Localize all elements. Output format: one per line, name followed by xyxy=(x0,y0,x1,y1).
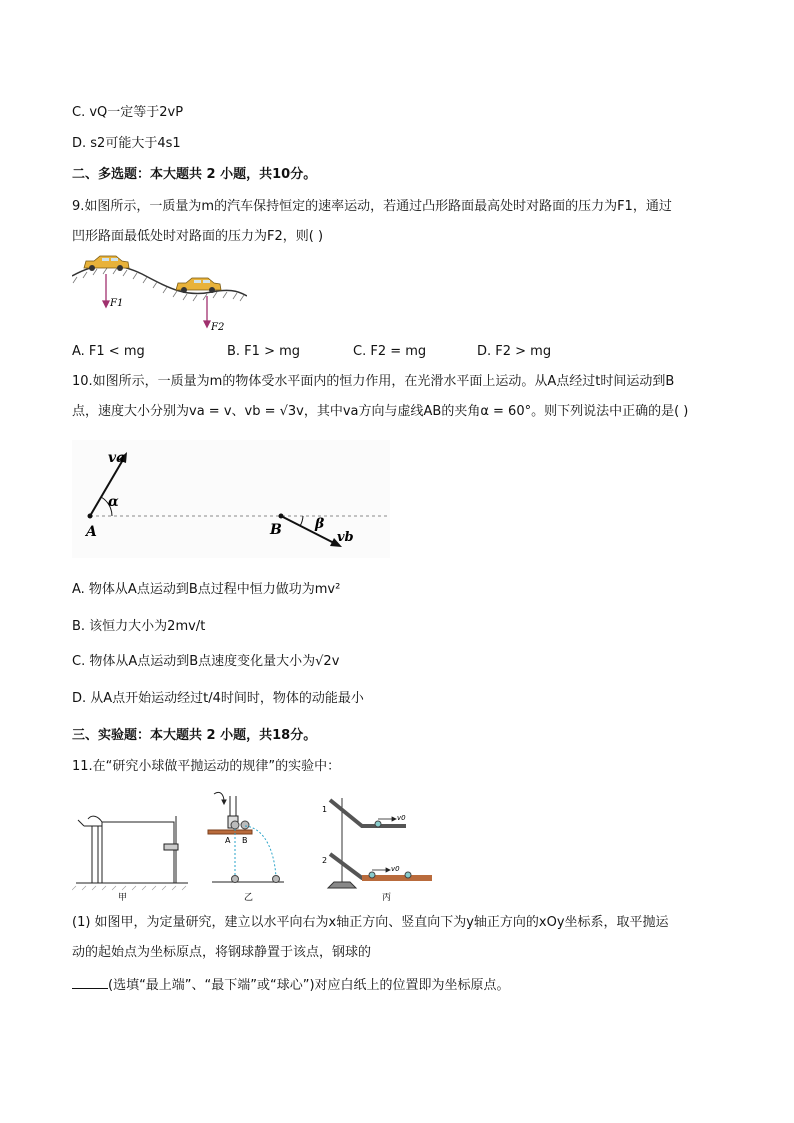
alpha-label: α xyxy=(108,494,119,510)
f1-label: F1 xyxy=(110,298,124,309)
apparatus-bing xyxy=(328,798,432,888)
q10-velocity-figure xyxy=(72,440,390,558)
q11-apparatus-figure xyxy=(72,786,436,904)
f2-label: F2 xyxy=(211,322,225,333)
q9-option-b: B. F1 > mg xyxy=(227,344,301,359)
label-v0-2: v0 xyxy=(391,865,400,873)
q9-road-figure xyxy=(72,252,247,334)
a-label: A xyxy=(86,524,97,540)
q9-option-a: A. F1 < mg xyxy=(72,344,145,359)
q9-option-d: D. F2 > mg xyxy=(477,344,552,359)
va-label: va xyxy=(108,450,126,466)
q10-option-b: B. 该恒力大小为2mv/t xyxy=(72,619,206,634)
q10-stem-line2: 点，速度大小分别为va = v、vb = √3v，其中va方向与虚线AB的夹角α = 60°。则下列说法中正确的是( ) xyxy=(72,404,689,419)
q11-stem: 11.在“研究小球做平抛运动的规律”的实验中： xyxy=(72,759,341,774)
q11-part1-line1: (1) 如图甲，为定量研究，建立以水平向右为x轴正方向、竖直向下为y轴正方向的xOy坐标系，取平抛运 xyxy=(72,915,669,930)
label-v0-1: v0 xyxy=(397,814,406,822)
q9-stem-line1: 9.如图所示，一质量为m的汽车保持恒定的速率运动，若通过凸形路面最高处时对路面的压力为F1，通过 xyxy=(72,199,672,214)
q10-option-a: A. 物体从A点运动到B点过程中恒力做功为mv² xyxy=(72,582,341,597)
car-in-dip xyxy=(176,278,221,293)
beta-label: β xyxy=(315,516,325,532)
label-yi-b: B xyxy=(242,836,248,845)
label-yi-a: A xyxy=(225,836,231,845)
label-yi: 乙 xyxy=(244,893,254,903)
answer-blank[interactable] xyxy=(72,976,108,989)
label-track-2: 2 xyxy=(322,856,328,865)
q11-part1-line3-wrap xyxy=(72,976,510,995)
label-track-1: 1 xyxy=(322,805,328,814)
q11-part1-line2: 动的起始点为坐标原点，将钢球静置于该点，钢球的 xyxy=(72,945,372,960)
q9-option-c: C. F2 = mg xyxy=(353,344,427,359)
q11-part1-line3: (选填“最上端”、“最下端”或“球心”)对应白纸上的位置即为坐标原点。 xyxy=(108,978,510,993)
label-bing: 丙 xyxy=(382,893,392,903)
section-3-header: 三、实验题：本大题共 2 小题，共18分。 xyxy=(72,728,317,743)
q8-option-c: C. vQ一定等于2vP xyxy=(72,105,184,120)
road-curve xyxy=(72,265,247,296)
label-jia: 甲 xyxy=(118,893,128,903)
q10-option-d: D. 从A点开始运动经过t/4时间时，物体的动能最小 xyxy=(72,691,364,706)
q8-option-d: D. s2可能大于4s1 xyxy=(72,136,181,151)
q10-stem-line1: 10.如图所示，一质量为m的物体受水平面内的恒力作用，在光滑水平面上运动。从A点经过t时间运动到B xyxy=(72,374,675,389)
section-2-header: 二、多选题：本大题共 2 小题，共10分。 xyxy=(72,167,317,182)
q10-option-c: C. 物体从A点运动到B点速度变化量大小为√2v xyxy=(72,654,340,669)
vb-label: vb xyxy=(337,530,354,545)
q9-stem-line2: 凹形路面最低处时对路面的压力为F2，则( ) xyxy=(72,229,324,244)
b-label: B xyxy=(270,522,282,538)
apparatus-jia xyxy=(76,816,188,883)
